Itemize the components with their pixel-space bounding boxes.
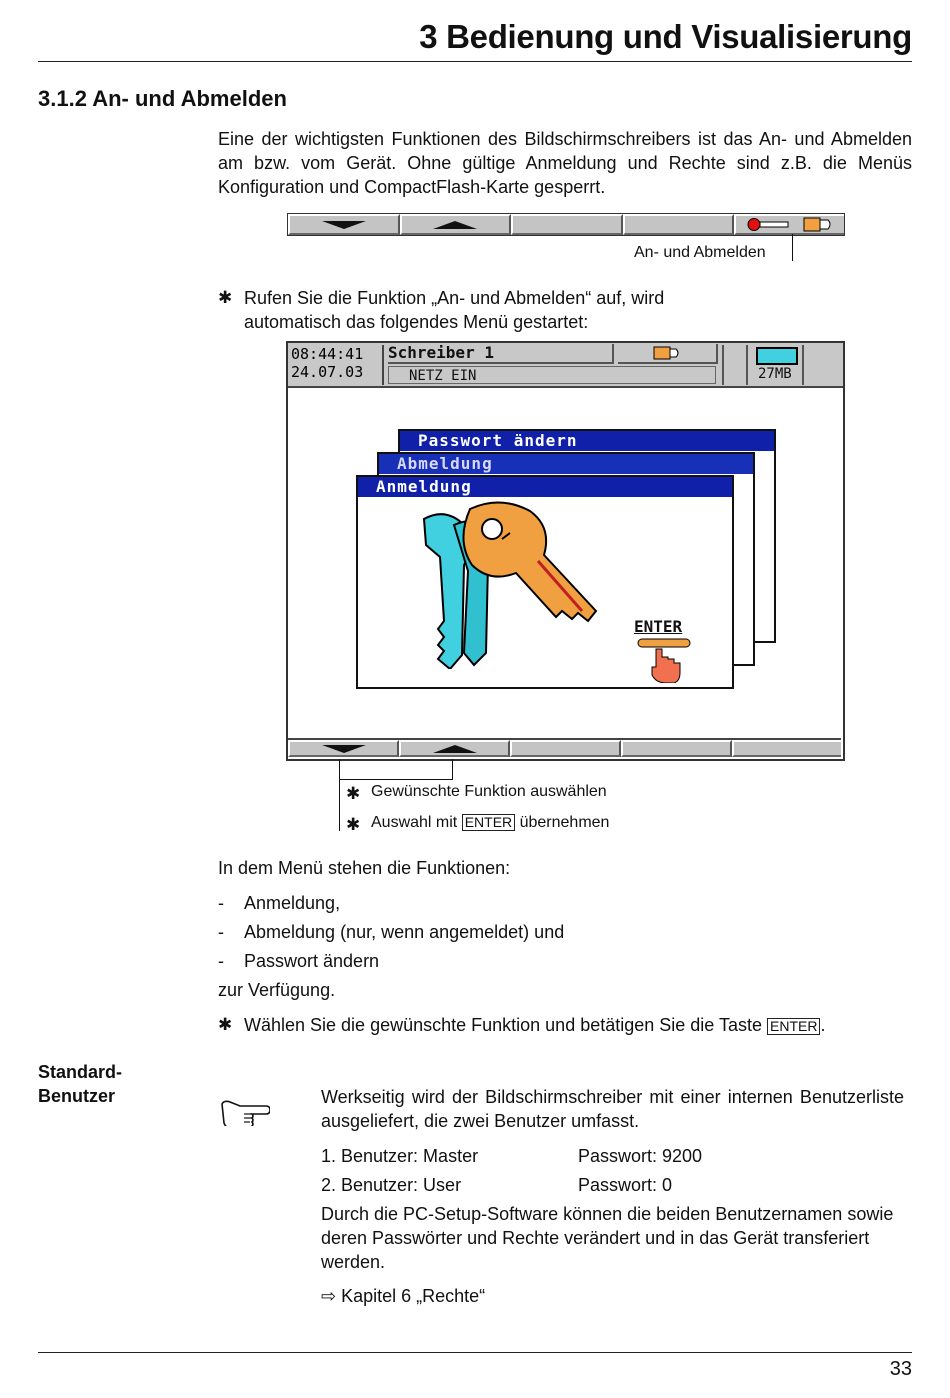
empty-softkey	[623, 214, 735, 235]
memory-value: 27MB	[758, 366, 792, 382]
empty-softkey	[621, 740, 732, 757]
memory-card-icon	[756, 347, 798, 365]
pointing-hand-icon	[218, 1098, 270, 1126]
sidebar-label: Standard- Benutzer	[38, 1062, 123, 1106]
menu-intro: In dem Menü stehen die Funktionen:	[218, 858, 511, 878]
plug-icon	[652, 345, 692, 361]
window-title: Anmeldung	[358, 477, 732, 497]
menu-dash: -	[218, 922, 224, 942]
empty-softkey	[510, 740, 621, 757]
user2-name: 2. Benutzer: User	[321, 1175, 462, 1195]
callout-line	[339, 779, 453, 780]
window-login	[356, 475, 734, 689]
scroll-down-button	[288, 214, 400, 235]
callout-confirm-prefix: Auswahl mit	[371, 814, 458, 831]
step1-text: Rufen Sie die Funktion „An- und Abmelden“ auf, wird automatisch das folgendes Menü gestartet:	[244, 288, 665, 332]
arrow-down-icon	[322, 221, 366, 229]
divider	[382, 345, 384, 385]
callout-line	[452, 759, 453, 780]
login-softkey	[734, 214, 844, 235]
note-text2: Durch die PC-Setup-Software können die beiden Benutzernamen sowie deren Passwörter und Rechte verändert und in das Gerät transferiert werden.	[321, 1204, 894, 1272]
clock	[291, 345, 363, 381]
user1-name: 1. Benutzer: Master	[321, 1146, 479, 1166]
note-text: Werkseitig wird der Bildschirmschreiber mit einer internen Benutzerliste ausgeliefert, die zwei Benutzer umfasst.	[321, 1087, 904, 1131]
screen-softkeys	[288, 738, 841, 757]
section-title: 3.1.2 An- und Abmelden	[38, 86, 287, 111]
toolbar-illustration	[287, 213, 845, 236]
spacer-box	[722, 345, 748, 385]
window-title: Passwort ändern	[400, 431, 774, 451]
step2-prefix: Wählen Sie die gewünschte Funktion und betätigen Sie die Taste	[244, 1015, 763, 1035]
user1-password: Passwort: 9200	[578, 1146, 703, 1166]
step2-suffix: .	[820, 1015, 826, 1035]
footer-rule	[38, 1352, 912, 1353]
time-value: 08:44:41	[291, 345, 364, 363]
enter-label: ENTER	[634, 617, 683, 636]
menu-item: Abmeldung (nur, wenn angemeldet) und	[244, 922, 565, 942]
hand-pointer-icon	[636, 637, 696, 683]
callout-confirm	[371, 814, 609, 832]
callout-select: Gewünschte Funktion auswählen	[371, 783, 607, 800]
menu-dash: -	[218, 951, 224, 971]
recorder-name: Schreiber 1	[388, 344, 614, 364]
callout-line	[339, 759, 340, 831]
chapter-reference-link[interactable]: ⇨ Kapitel 6 „Rechte“	[321, 1286, 486, 1306]
step-bullet: ✱	[346, 815, 361, 835]
arrow-up-icon	[433, 221, 477, 229]
window-title: Abmeldung	[379, 454, 753, 474]
enter-key: ENTER	[767, 1018, 820, 1035]
menu-item: Passwort ändern	[244, 951, 380, 971]
menu-item: Anmeldung,	[244, 893, 341, 913]
user2-password: Passwort: 0	[578, 1175, 673, 1195]
device-screen	[286, 341, 845, 761]
step-bullet: ✱	[346, 784, 361, 804]
memory-indicator	[752, 345, 798, 385]
callout-confirm-suffix: übernehmen	[519, 814, 610, 831]
step-bullet: ✱	[218, 288, 233, 308]
intro-paragraph: Eine der wichtigsten Funktionen des Bildschirmschreibers ist das An- und Abmelden am bzw. vom Gerät. Ohne gültige Anmeldung und Rechte sind z.B. die Menüs Konfiguration und CompactFlash-Karte gesperrt.	[218, 129, 912, 197]
chapter-title: 3 Bedienung und Visualisierung	[419, 18, 912, 55]
scroll-up-button	[399, 740, 510, 757]
empty-softkey	[511, 214, 623, 235]
arrow-down-icon	[322, 745, 366, 753]
callout-line	[792, 234, 793, 261]
menu-outro: zur Verfügung.	[218, 980, 336, 1000]
arrow-up-icon	[433, 745, 477, 753]
keys-icon	[410, 499, 610, 669]
battery-status	[618, 344, 718, 364]
header-rule	[38, 61, 912, 62]
menu-dash: -	[218, 893, 224, 913]
step-bullet: ✱	[218, 1015, 233, 1035]
key-icon	[740, 216, 850, 233]
divider	[802, 345, 804, 385]
scroll-down-button	[288, 740, 399, 757]
scroll-up-button	[400, 214, 512, 235]
page-number: 33	[889, 1358, 912, 1380]
date-value: 24.07.03	[291, 363, 364, 381]
toolbar-callout-label: An- und Abmelden	[634, 244, 766, 261]
status-field: NETZ EIN	[388, 366, 716, 384]
enter-key: ENTER	[462, 814, 515, 831]
empty-softkey	[732, 740, 841, 757]
step2-text	[244, 1013, 904, 1037]
